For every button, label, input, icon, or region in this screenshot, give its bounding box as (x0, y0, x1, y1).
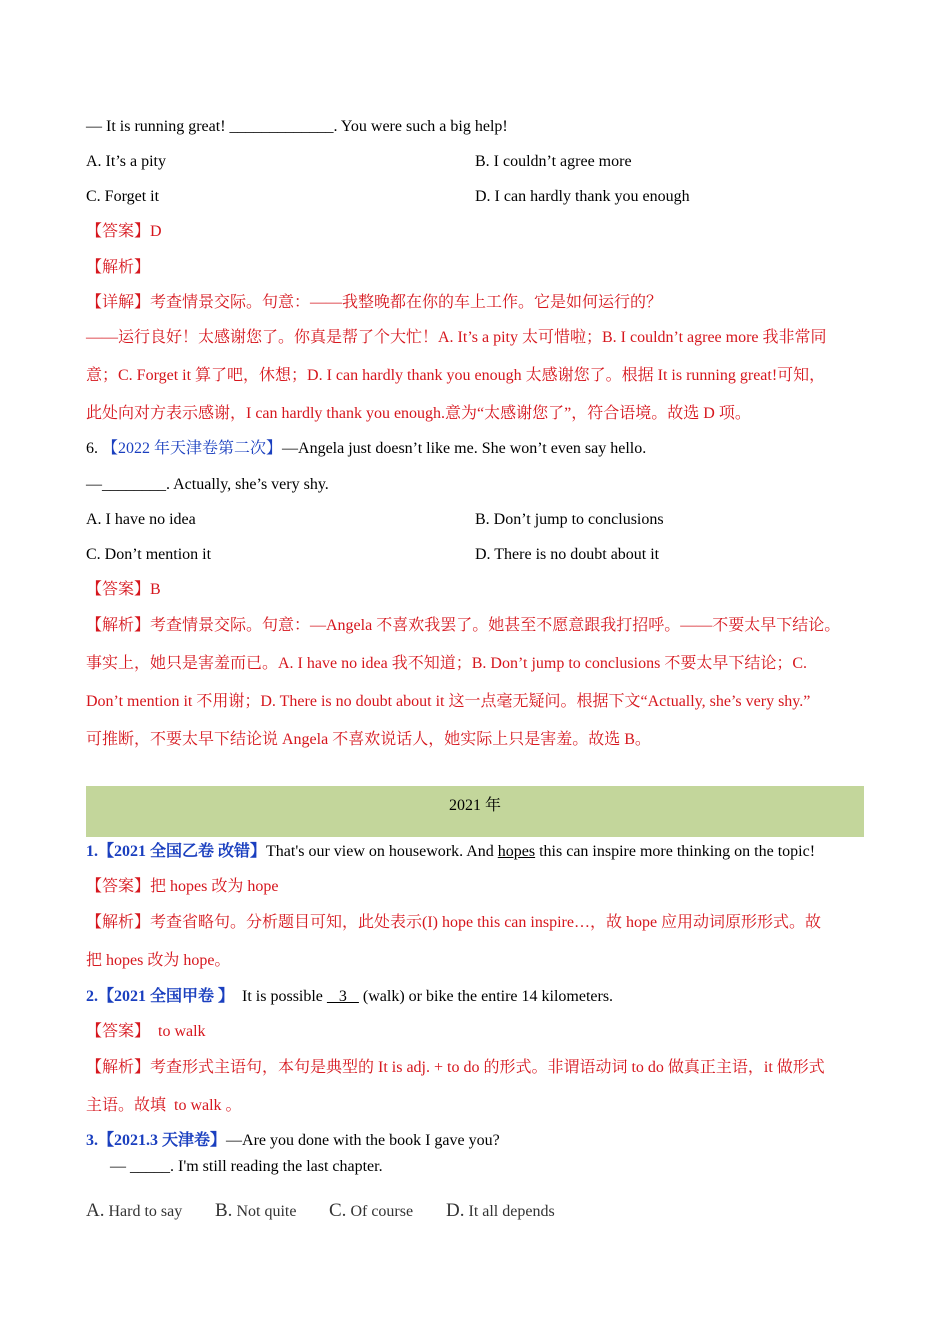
q6-option-c: C. Don’t mention it (86, 546, 212, 563)
q5-option-c: C. Forget it (86, 188, 160, 205)
q2021-3-option-c (329, 1200, 413, 1222)
q5-detail-line: 意；C. Forget it 算了吧，休想；D. I can hardly thank you enough 太感谢您了。根据 It is running great!可知， (86, 367, 826, 384)
option-text: Of course (346, 1203, 414, 1220)
q5-detail-line: ——运行良好！太感谢您了。你真是帮了个大忙！A. It’s a pity 太可惜啦；B. I couldn’t agree more 我非常同 (86, 329, 827, 346)
q2021-1-text-after: this can inspire more thinking on the topic! (535, 843, 816, 860)
q2021-2-analysis-line: 【解析】考查形式主语句，本句是典型的 It is adj. + to do 的形式。非谓语动词 to do 做真正主语，it 做形式 (86, 1059, 825, 1076)
q5-option-a: A. It’s a pity (86, 153, 166, 170)
q2021-2-text-after: (walk) or bike the entire 14 kilometers. (358, 988, 614, 1005)
q5-detail-line: 此处向对方表示感谢，I can hardly thank you enough.意为“太感谢您了”，符合语境。故选 D 项。 (86, 405, 751, 422)
q2021-3-source: 3.【2021.3 天津卷】 (86, 1132, 227, 1149)
q2021-3-option-b (215, 1200, 296, 1222)
q6-number: 6. (86, 440, 98, 457)
q6-source: 【2022 年天津卷第二次】 (102, 440, 283, 457)
q5-dialogue-line: — It is running great! _____________. You were such a big help! (86, 118, 508, 135)
q6-option-a: A. I have no idea (86, 511, 196, 528)
q6-option-b: B. Don’t jump to conclusions (475, 511, 664, 528)
q5-option-b: B. I couldn’t agree more (475, 153, 632, 170)
option-letter: A. (86, 1200, 105, 1221)
q2021-1-analysis-line: 【解析】考查省略句。分析题目可知，此处表示(I) hope this can inspire…，故 hope 应用动词原形形式。故 (86, 914, 822, 931)
option-text: Not quite (232, 1203, 297, 1220)
q2021-1-question (86, 842, 815, 862)
q2021-2-answer: 【答案】 to walk (86, 1023, 206, 1040)
q2021-3-option-a (86, 1200, 182, 1222)
q2021-3-line2: — _____. I'm still reading the last chapter. (86, 1158, 383, 1175)
q5-detail-line: 【详解】考查情景交际。句意：——我整晚都在你的车上工作。它是如何运行的？ (86, 294, 663, 311)
year-heading-band (86, 786, 864, 837)
q2021-2-question (86, 987, 613, 1007)
q2021-2-source: 2.【2021 全国甲卷 】 (86, 988, 235, 1005)
q6-line1: —Angela just doesn’t like me. She won’t even say hello. (282, 440, 647, 457)
q6-answer: 【答案】B (86, 581, 161, 598)
q5-option-d: D. I can hardly thank you enough (475, 188, 690, 205)
year-heading: 2021 年 (448, 797, 501, 814)
q2021-2-blank: 3 (326, 988, 359, 1005)
option-text: It all depends (464, 1203, 555, 1220)
q2021-1-answer: 【答案】把 hopes 改为 hope (86, 878, 279, 895)
q6-analysis-line: 【解析】考查情景交际。句意：—Angela 不喜欢我罢了。她甚至不愿意跟我打招呼。——不要太早下结论。 (86, 617, 841, 634)
q6-analysis-line: 可推断，不要太早下结论说 Angela 不喜欢说话人，她实际上只是害羞。故选 B。 (86, 731, 651, 748)
q2021-3-question (86, 1131, 500, 1151)
q6-line2: —________. Actually, she’s very shy. (86, 476, 329, 493)
q6-question (86, 439, 646, 459)
q5-answer: 【答案】D (86, 223, 162, 240)
q2021-2-analysis-line: 主语。故填 to walk 。 (86, 1097, 242, 1114)
option-letter: B. (215, 1200, 233, 1221)
q6-option-d: D. There is no doubt about it (475, 546, 660, 563)
q2021-3-line1: —Are you done with the book I gave you? (226, 1132, 500, 1149)
q5-analysis-heading: 【解析】 (86, 259, 151, 276)
option-letter: D. (446, 1200, 465, 1221)
option-text: Hard to say (104, 1203, 183, 1220)
q2021-2-text: It is possible (234, 988, 327, 1005)
q2021-1-underlined-word: hopes (497, 843, 536, 860)
q2021-1-source: 1.【2021 全国乙卷 改错】 (86, 843, 267, 860)
option-letter: C. (329, 1200, 347, 1221)
q2021-1-analysis-line: 把 hopes 改为 hope。 (86, 952, 231, 969)
q2021-1-text-before: That's our view on housework. And (266, 843, 498, 860)
q6-analysis-line: 事实上，她只是害羞而已。A. I have no idea 我不知道；B. Don’t jump to conclusions 不要太早下结论；C. (86, 655, 808, 672)
q2021-3-option-d (446, 1200, 555, 1222)
q6-analysis-line: Don’t mention it 不用谢；D. There is no doubt about it 这一点毫无疑问。根据下文“Actually, she’s very shy.” (86, 693, 811, 710)
